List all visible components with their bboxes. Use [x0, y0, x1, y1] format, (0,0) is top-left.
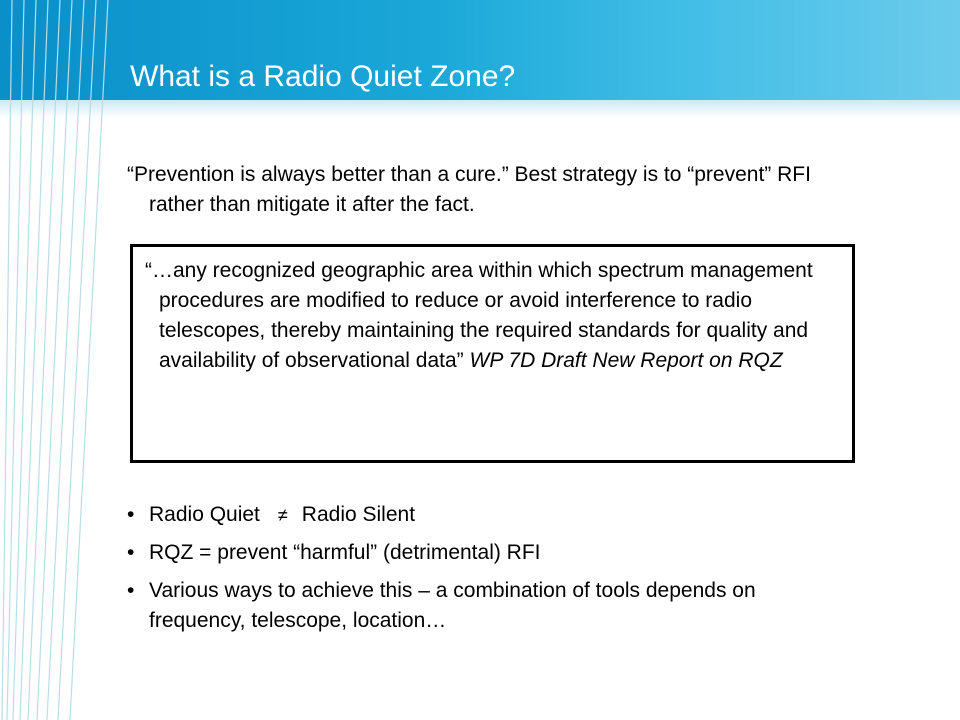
definition-text: [145, 256, 859, 376]
decorative-stripe-line: [47, 0, 84, 720]
decorative-stripes: [0, 0, 140, 720]
decorative-stripe-line: [70, 0, 108, 720]
decorative-stripe-line: [2, 0, 12, 720]
bullet-marker: •: [127, 503, 135, 526]
decorative-stripe-line: [58, 0, 96, 720]
intro-paragraph: “Prevention is always better than a cure.” Best strategy is to “prevent” RFI rather than mitigate it after the fact.: [127, 163, 811, 216]
decorative-stripe-line: [7, 0, 24, 720]
slide-title: What is a Radio Quiet Zone?: [130, 60, 516, 93]
bullet-2-text: RQZ = prevent “harmful” (detrimental) RFI: [149, 541, 541, 564]
not-equal-symbol: ≠: [277, 505, 288, 525]
bullet-marker: •: [127, 579, 135, 602]
bullet-item: [127, 576, 847, 636]
bullet-list: [127, 500, 847, 644]
definition-quote: “…any recognized geographic area within which spectrum management procedures are modified to reduce or avoid interference to radio telescopes, thereby maintaining the required standards for quality and availability of observational data”: [145, 259, 813, 372]
decorative-stripe-line: [37, 0, 72, 720]
bullet-item: [127, 538, 847, 568]
bullet-1-left: Radio Quiet: [149, 503, 260, 526]
bullet-item: [127, 500, 847, 530]
definition-source: WP 7D Draft New Report on RQZ: [469, 349, 783, 372]
bullet-3-text: Various ways to achieve this – a combination of tools depends on frequency, telescope, location…: [149, 579, 756, 632]
header-fade: [0, 100, 960, 118]
bullet-1-right: Radio Silent: [301, 503, 416, 526]
bullet-marker: •: [127, 541, 135, 564]
